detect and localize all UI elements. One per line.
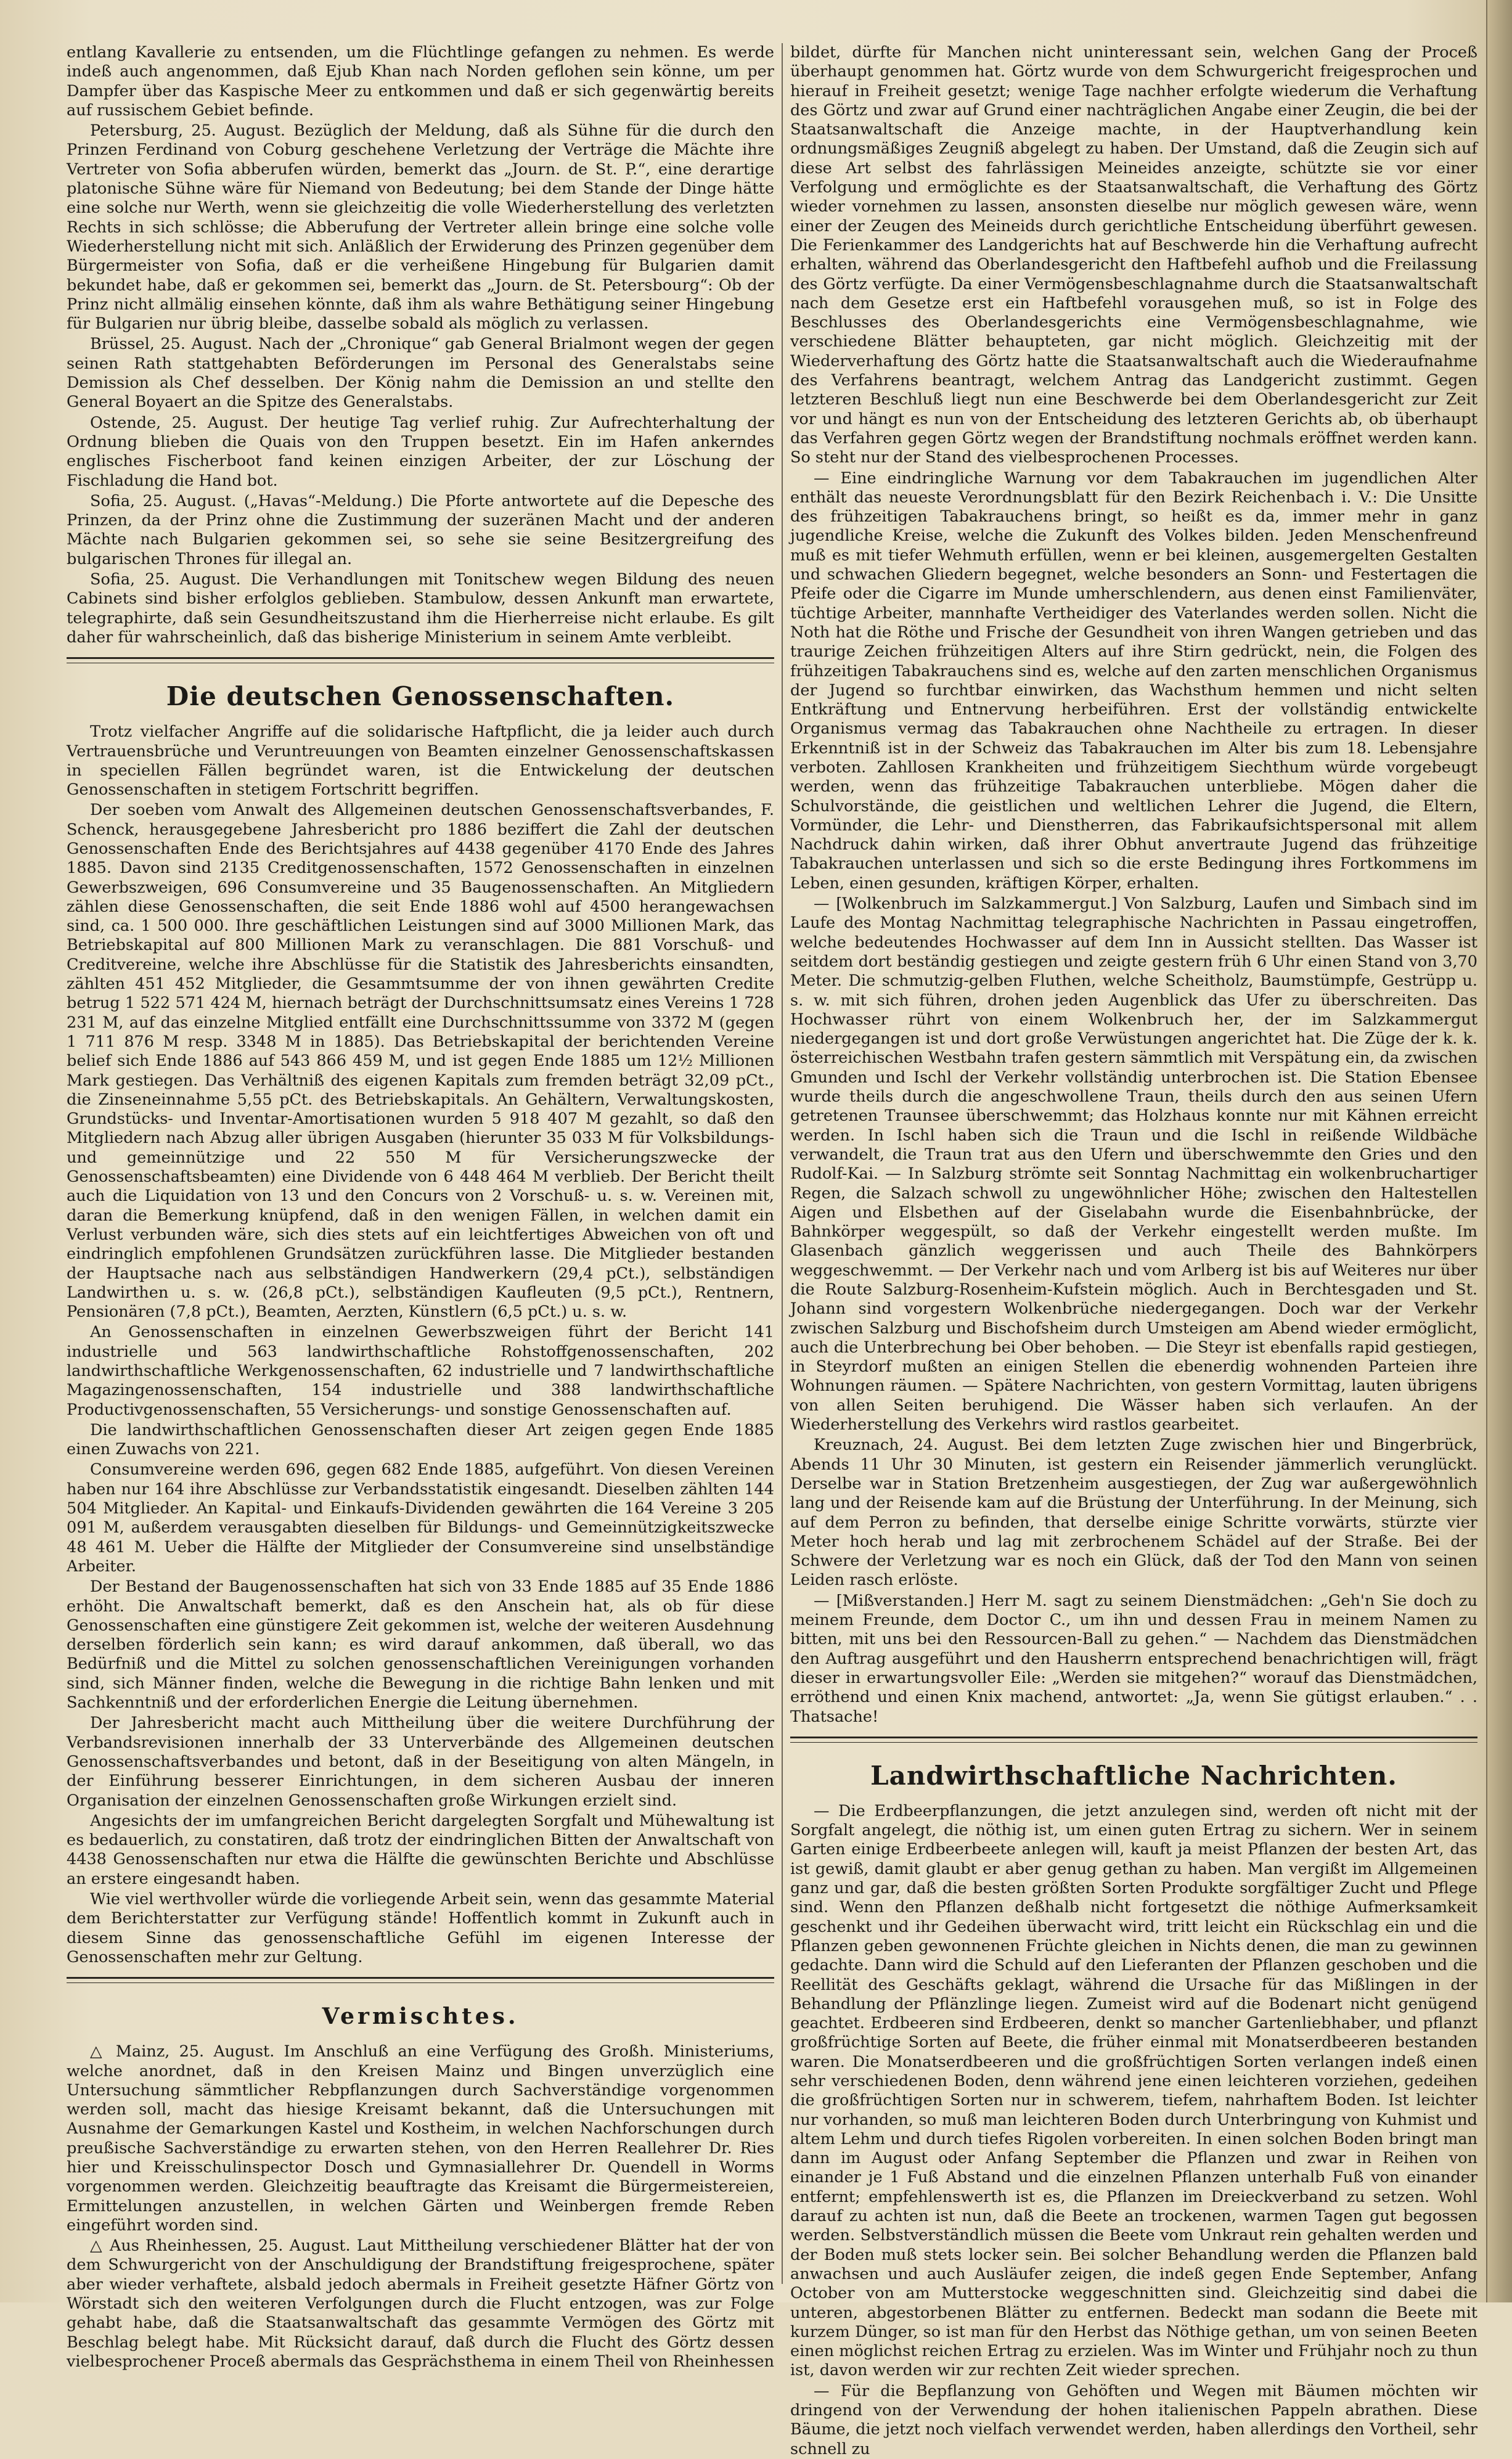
right-column — [790, 43, 1477, 2458]
article-paragraph: — Eine eindringliche Warnung vor dem Tabakrauchen im jugendlichen Alter enthält das neueste Verordnungsblatt für den Bezirk Reichenbach i. V.: Die Unsitte des frühzeitigen Tabakrauchens bringt, so heißt es da, immer mehr in ganz jugendliche Kreise, welche die Zukunft des Volkes bilden. Jeden Menschenfreund muß es mit tiefer Wehmuth erfüllen, wenn er bei kleinen, ausgemergelten Gestalten und schwachen Gliedern begegnet, welche besonders an Sonn- und Festertagen die Pfeife oder die Cigarre im Munde umherschlendern, aus denen einst Familienväter, tüchtige Arbeiter, mannhafte Vertheidiger des Vaterlandes werden sollen. Nicht die Noth hat die Röthe und Frische der Gesundheit von ihren Wangen getrieben und das traurige Zeichen frühzeitigen Alters auf ihre Stirn gedrückt, nein, die Folgen des frühzeitigen Tabakrauchens sind es, welche auf den zarten menschlichen Organismus der Jugend so furchtbar einwirken, das Wachsthum hemmen und nicht selten Entkräftung und Entnervung herbeiführen. Erst der vollständig entwickelte Organismus vermag das Tabakrauchen ohne Nachtheile zu ertragen. In dieser Erkenntniß ist in der Schweiz das Tabakrauchen im Alter bis zum 18. Lebensjahre verboten. Zahllosen Krankheiten und frühzeitigem Siechthum würde vorgebeugt werden, wenn das frühzeitige Tabakrauchen unterbliebe. Mögen daher die Schulvorstände, die geistlichen und weltlichen Lehrer die Jugend, die Eltern, Vormünder, die Lehr- und Dienstherren, das Fabrikaufsichtspersonal mit allem Nachdruck dahin wirken, daß ihrer Obhut anvertraute Jugend das frühzeitige Tabakrauchen unterlassen und sich so die erste Bedingung ihres Fortkommens im Leben, einen gesunden, kräftigen Körper, erhalten. — [790, 468, 1477, 893]
page-edge-strip — [1486, 0, 1512, 2302]
article-paragraph: Der Jahresbericht macht auch Mittheilung über die weitere Durchführung der Verbandsrevisionen innerhalb der 33 Unterverbände des Allgemeinen deutschen Genossenschaftsverbandes und betont, daß in der Beseitigung von alten Mängeln, in der Einführung besserer Einrichtungen, in dem sicheren Ausbau der inneren Organisation der einzelnen Genossenschaften große Wirkungen erzielt sind. — [67, 1714, 774, 1810]
section-heading-genossenschaften: Die deutschen Genossenschaften. — [166, 681, 675, 712]
article-paragraph: An Genossenschaften in einzelnen Gewerbszweigen führt der Bericht 141 industrielle und 563 landwirthschaftliche Rohstoffgenossenschaften, 202 landwirthschaftliche Werkgenossenschaften, 62 industrielle und 7 landwirthschaftliche Magazingenossenschaften, 154 industrielle und 388 landwirthschaftliche Productivgenossenschaften, 55 Versicherungs- und sonstige Genossenschaften auf. — [67, 1323, 774, 1419]
left-column — [67, 43, 774, 2371]
column-rule — [782, 43, 783, 2284]
news-item: Petersburg, 25. August. Bezüglich der Meldung, daß als Sühne für die durch den Prinzen Ferdinand von Coburg geschehene Verletzung der Verträge die Mächte ihre Vertreter von Sofia abberufen würden, bemerkt das „Journ. de St. P.“, eine derartige platonische Sühne wäre für Niemand von Bedeutung; bei dem Stande der Dinge hätte eine solche nur Werth, wenn sie gleichzeitig die volle Wiederherstellung des verletzten Rechts in sich schlösse; die Abberufung der Vertreter allein bringe eine solche volle Wiederherstellung nicht mit sich. Anläßlich der Erwiderung des Prinzen gegenüber dem Bürgermeister von Sofia, daß er die verheißene Hingebung für Bulgarien damit bekundet habe, daß er gekommen sei, bemerkt das „Journ. de St. Petersbourg“: Ob der Prinz nicht allmälig einsehen könnte, daß ihm als wahre Bethätigung seiner Hingebung für Bulgarien nur übrig bleibe, dasselbe sobald als möglich zu verlassen. — [67, 121, 774, 333]
article-paragraph: — Für die Bepflanzung von Gehöften und Wegen mit Bäumen möchten wir dringend von der Verwendung der hohen italienischen Pappeln abrathen. Diese Bäume, die jetzt noch vielfach verwendet werden, haben allerdings den Vortheil, sehr schnell zu — [790, 2381, 1477, 2458]
section-divider — [790, 1737, 1477, 1743]
article-paragraph: — [Mißverstanden.] Herr M. sagt zu seinem Dienstmädchen: „Geh'n Sie doch zu meinem Freunde, dem Doctor C., um ihn und dessen Frau in meinem Namen zu bitten, mit uns bei den Ressourcen-Ball zu gehen.“ — Nachdem das Dienstmädchen den Auftrag ausgeführt und den Hausherrn entsprechend benachrichtigen will, frägt dieser in erwartungsvoller Eile: „Werden sie mitgehen?“ worauf das Dienstmädchen, erröthend und einen Knix machend, antwortet: „Ja, wenn Sie gütigst erlauben.“ . . Thatsache! — [790, 1591, 1477, 1726]
news-item: entlang Kavallerie zu entsenden, um die Flüchtlinge gefangen zu nehmen. Es werde indeß auch angenommen, daß Ejub Khan nach Norden geflohen sein könne, um per Dampfer über das Kaspische Meer zu entkommen und daß er sich gegenwärtig bereits auf russischem Gebiet befinde. — [67, 43, 774, 120]
article-paragraph: Angesichts der im umfangreichen Bericht dargelegten Sorgfalt und Mühewaltung ist es bedauerlich, zu constatiren, daß trotz der eindringlichen Bitten der Anwaltschaft von 4438 Genossenschaften nur etwa die Hälfte die gewünschten Berichte und Abschlüsse an erstere eingesandt haben. — [67, 1811, 774, 1888]
section-heading-landwirthschaft: Landwirthschaftliche Nachrichten. — [870, 1760, 1397, 1791]
news-item: Sofia, 25. August. („Havas“-Meldung.) Die Pforte antwortete auf die Depesche des Prinzen, da der Prinz ohne die Zustimmung der suzeränen Macht und der anderen Mächte nach Bulgarien gekommen sei, so sehe sie seine Besitzergreifung des bulgarischen Thrones für illegal an. — [67, 491, 774, 568]
article-paragraph: △ Aus Rheinhessen, 25. August. Laut Mittheilung verschiedener Blätter hat der von dem Schwurgericht von der Anschuldigung der Brandstiftung freigesprochene, später aber wieder verhaftete, alsbald jedoch abermals in Freiheit gesetzte Häfner Görtz von Wörstadt sich den weiteren Verfolgungen durch die Flucht entzogen, was zur Folge gehabt habe, daß die Staatsanwaltschaft das gesammte Vermögen des Görtz mit Beschlag belegt habe. Mit Rücksicht darauf, daß durch die Flucht des Görtz dessen vielbesprochener Proceß abermals das Gesprächsthema in einem Theil von Rheinhessen — [67, 2236, 774, 2371]
news-item: Brüssel, 25. August. Nach der „Chronique“ gab General Brialmont wegen der gegen seinen Rath stattgehabten Beförderungen im Personal des Generalstabs seine Demission als Chef desselben. Der König nahm die Demission an und stellte den General Boyaert an die Spitze des Generalstabs. — [67, 335, 774, 412]
section-divider — [67, 657, 774, 663]
article-paragraph: △ Mainz, 25. August. Im Anschluß an eine Verfügung des Großh. Ministeriums, welche anordnet, daß in den Kreisen Mainz und Bingen unverzüglich eine Untersuchung sämmtlicher Rebpflanzungen durch Sachverständige vorgenommen werden soll, macht das hiesige Kreisamt bekannt, daß die Untersuchungen mit Ausnahme der Gemarkungen Kastel und Kostheim, in welchen Nachforschungen durch preußische Sachverständige zu erwarten stehen, von den Herren Reallehrer Dr. Ries hier und Kreisschulinspector Dosch und Gymnasiallehrer Dr. Quendell in Worms vorgenommen werden. Gleichzeitig beauftragte das Kreisamt die Bürgermeistereien, Ermittelungen anzustellen, in welchen Gärten und Weinbergen fremde Reben eingeführt worden sind. — [67, 2042, 774, 2235]
article-paragraph: Trotz vielfacher Angriffe auf die solidarische Haftpflicht, die ja leider auch durch Vertrauensbrüche und Veruntreuungen von Beamten einzelner Genossenschaftskassen in speciellen Fällen begründet waren, ist die Entwickelung der deutschen Genossenschaften in stetigem Fortschritt begriffen. — [67, 722, 774, 800]
article-paragraph: Der Bestand der Baugenossenschaften hat sich von 33 Ende 1885 auf 35 Ende 1886 erhöht. Die Anwaltschaft bemerkt, daß es den Anschein hat, als ob für diese Genossenschaften eine günstigere Zeit gekommen ist, welche der weiteren Ausdehnung derselben förderlich sein kann; es wird darauf ankommen, daß überall, wo das Bedürfniß und die Mittel zu solchen genossenschaftlichen Vereinigungen vorhanden sind, sich Männer finden, welche die Bewegung in die richtige Bahn lenken und mit Sachkenntniß und der erforderlichen Energie die Leitung übernehmen. — [67, 1577, 774, 1712]
section-heading-vermischtes: Vermischtes. — [322, 2003, 519, 2030]
article-paragraph: Wie viel werthvoller würde die vorliegende Arbeit sein, wenn das gesammte Material dem Berichterstatter zur Verfügung stände! Hoffentlich kommt in Zukunft auch in diesem Sinne das genossenschaftliche Gefühl im eigenen Interesse der Genossenschaften mehr zur Geltung. — [67, 1890, 774, 1966]
article-paragraph: — Die Erdbeerpflanzungen, die jetzt anzulegen sind, werden oft nicht mit der Sorgfalt angelegt, die nöthig ist, um einen guten Ertrag zu sichern. Wer in seinem Garten einige Erdbeerbeete anlegen will, kauft ja meist Pflanzen der besten Art, das ist gewiß, damit glaubt er aber genug gethan zu haben. Man vergißt im Allgemeinen ganz und gar, daß die besten größten Sorten Produkte sorgfältiger Zucht und Pflege sind. Wenn den Pflanzen deßhalb nicht fortgesetzt die nöthige Aufmerksamkeit geschenkt und ihr Gedeihen überwacht wird, tritt leicht ein Rückschlag ein und die Pflanzen geben gewonnenen Früchte gleichen in Nichts denen, die man zu gewinnen gedachte. Dann wird die Schuld auf den Lieferanten der Pflanzen geschoben und die Reellität des Geschäfts geklagt, während die Ursache für das Mißlingen in der Behandlung der Pflänzlinge liegen. Zumeist wird auf die Bodenart nicht genügend geachtet. Erdbeeren sind Erdbeeren, denkt so mancher Gartenliebhaber, und pflanzt großfrüchtige Sorten auf Beete, die früher einmal mit Monatserdbeeren bestanden waren. Die Monatserdbeeren und die großfrüchtigen Sorten verlangen indeß einen sehr verschiedenen Boden, denn während jene einen leichteren vorziehen, gedeihen die großfrüchtigen Sorten nur in schwerem, tiefem, nahrhaftem Boden. Ist leichter nur vorhanden, so muß man leichteren Boden durch Unterbringung von Kuhmist und altem Lehm und durch tiefes Rigolen vorbereiten. In einen solchen Boden bringt man dann im August oder Anfang September die Pflanzen und zwar in Reihen von einander je 1 Fuß Abstand und die einzelnen Pflanzen unterhalb Fuß von einander entfernt; empfehlenswerth ist es, die Pflanzen im Dreieckverband zu setzen. Wohl darauf zu achten ist nun, daß die Beete an trockenen, warmen Tagen gut begossen werden. Selbstverständlich müssen die Beete vom Unkraut rein gehalten werden und der Boden muß stets locker sein. Bei solcher Behandlung werden die Pflanzen bald anwachsen und auch Ausläufer zeigen, die indeß gegen Ende September, Anfang October von am Mutterstocke weggeschnitten sind. Gleichzeitig sind dabei die unteren, abgestorbenen Blätter zu entfernen. Bedeckt man sodann die Beete mit kurzem Dünger, so ist man für den Herbst das Nöthige gethan, um von seinen Beeten einen möglichst reichen Ertrag zu erzielen. Was im Winter und Frühjahr noch zu thun ist, davon werden wir zur rechten Zeit wieder sprechen. — [790, 1801, 1477, 2380]
article-paragraph: — [Wolkenbruch im Salzkammergut.] Von Salzburg, Laufen und Simbach sind im Laufe des Montag Nachmittag telegraphische Nachrichten in Passau eingetroffen, welche bedeutendes Hochwasser auf dem Inn in Aussicht stellten. Das Wasser ist seitdem dort beständig gestiegen und zeigte gestern früh 6 Uhr einen Stand von 3,70 Meter. Die schmutzig-gelben Fluthen, welche Scheitholz, Baumstümpfe, Gestrüpp u. s. w. mit sich führen, drohen jeden Augenblick das Ufer zu überschreiten. Das Hochwasser rührt von einem Wolkenbruch her, der im Salzkammergut niedergegangen ist und dort große Verwüstungen angerichtet hat. Die Züge der k. k. österreichischen Westbahn trafen gestern sämmtlich mit Verspätung ein, da zwischen Gmunden und Ischl der Verkehr vollständig unterbrochen ist. Die Station Ebensee wurde theils durch die angeschwollene Traun, theils durch den aus seinen Ufern getretenen Traunsee überschwemmt; das Holzhaus konnte nur mit Kähnen erreicht werden. In Ischl haben sich die Traun und die Ischl in reißende Wildbäche verwandelt, die Traun trat aus den Ufern und überschwemmte den Gries und den Rudolf-Kai. — In Salzburg strömte seit Sonntag Nachmittag ein wolkenbruchartiger Regen, die Salzach schwoll zu ungewöhnlicher Höhe; zwischen den Haltestellen Aigen und Elsbethen auf der Giselabahn wurde die Eisenbahnbrücke, der Bahnkörper weggespült, so daß der Verkehr eingestellt werden mußte. Im Glasenbach gänzlich weggerissen und auch Theile des Bahnkörpers weggeschwemmt. — Der Verkehr nach und vom Arlberg ist bis auf Weiteres nur über die Route Salzburg-Rosenheim-Kufstein möglich. Auch in Berchtesgaden und St. Johann sind vorgestern Wolkenbrüche niedergegangen. Doch war der Verkehr zwischen Salzburg und Bischofsheim durch Umsteigen am Abend wieder ermöglicht, auch die Unterbrechung bei Ober behoben. — Die Steyr ist ebenfalls rapid gestiegen, in Steyrdorf mußten an einigen Stellen die ebenerdig wohnenden Parteien ihre Wohnungen räumen. — Spätere Nachrichten, von gestern Vormittag, lauten übrigens von allen Seiten beruhigend. Die Wässer haben sich verlaufen. An der Wiederherstellung des Verkehrs wird rastlos gearbeitet. — [790, 894, 1477, 1434]
news-item: Sofia, 25. August. Die Verhandlungen mit Tonitschew wegen Bildung des neuen Cabinets sind bisher erfolglos geblieben. Stambulow, dessen Ankunft man erwartete, telegraphirte, daß sein Gesundheitszustand ihm die Hierherreise nicht erlaube. Es gilt daher für wahrscheinlich, daß das bisherige Ministerium in seinem Amte verbleibt. — [67, 570, 774, 647]
news-item: Ostende, 25. August. Der heutige Tag verlief ruhig. Zur Aufrechterhaltung der Ordnung blieben die Quais von den Truppen besetzt. Ein im Hafen ankerndes englisches Fischerboot fand keinen einzigen Arbeiter, der zur Löschung der Fischladung die Hand bot. — [67, 413, 774, 490]
article-paragraph: Kreuznach, 24. August. Bei dem letzten Zuge zwischen hier und Bingerbrück, Abends 11 Uhr 30 Minuten, ist gestern ein Reisender jämmerlich verunglückt. Derselbe war in Station Bretzenheim ausgestiegen, der Zug war außergewöhnlich lang und der Reisende kam auf die Brüstung der Unterführung. In der Meinung, sich auf dem Perron zu befinden, that derselbe einige Schritte vorwärts, stürzte vier Meter hoch herab und lag mit zerbrochenem Schädel auf der Straße. Bei der Schwere der Verletzung war es noch ein Glück, daß der Tod den Mann von seinen Leiden rasch erlöste. — [790, 1436, 1477, 1590]
article-paragraph: Die landwirthschaftlichen Genossenschaften dieser Art zeigen gegen Ende 1885 einen Zuwachs von 221. — [67, 1420, 774, 1459]
article-paragraph: Der soeben vom Anwalt des Allgemeinen deutschen Genossenschaftsverbandes, F. Schenck, herausgegebene Jahresbericht pro 1886 beziffert die Zahl der deutschen Genossenschaften Ende des Berichtsjahres auf 4438 gegenüber 4170 Ende des Jahres 1885. Davon sind 2135 Creditgenossenschaften, 1572 Genossenschaften in einzelnen Gewerbszweigen, 696 Consumvereine und 35 Baugenossenschaften. An Mitgliedern zählen diese Genossenschaften, die seit Ende 1886 wohl auf 4500 herangewachsen sind, ca. 1 500 000. Ihre geschäftlichen Leistungen sind auf 3000 Millionen Mark, das Betriebskapital auf 800 Millionen Mark zu veranschlagen. Die 881 Vorschuß- und Creditvereine, welche ihre Abschlüsse für die Statistik des Jahresberichts einsandten, zählten 451 452 Mitglieder, die Gesammtsumme der von ihnen gewährten Credite betrug 1 522 571 424 M, hiernach beträgt der Durchschnittsumsatz eines Vereins 1 728 231 M, auf das einzelne Mitglied entfällt eine Durchschnittssumme von 3372 M (gegen 1 711 876 M resp. 3348 M in 1885). Das Betriebskapital der berichtenden Vereine belief sich Ende 1886 auf 543 866 459 M, und ist gegen Ende 1885 um 12½ Millionen Mark gestiegen. Das Verhältniß des eigenen Kapitals zum fremden beträgt 32,09 pCt., die Zinseneinnahme 5,55 pCt. des Betriebskapitals. An Gehältern, Verwaltungskosten, Grundstücks- und Inventar-Amortisationen wurden 5 918 407 M gezahlt, so daß den Mitgliedern nach Abzug aller übrigen Ausgaben (hierunter 35 033 M für Volksbildungs- und gemeinnützige und 22 550 M für Versicherungszwecke der Genossenschaftsbeamten) eine Dividende von 6 448 464 M verblieb. Der Bericht theilt auch die Liquidation von 13 und den Concurs von 2 Vorschuß- u. s. w. Vereinen mit, daran die Bemerkung knüpfend, daß in den wenigen Fällen, in welchen damit ein Verlust verbunden wäre, sich dies stets auf ein leichtfertiges Abweichen von oft und eindringlich empfohlenen Grundsätzen zurückführen lasse. Die Mitglieder bestanden der Hauptsache nach aus selbständigen Handwerkern (29,4 pCt.), selbständigen Landwirthen u. s. w. (26,8 pCt.), selbständigen Kaufleuten (9,5 pCt.), Rentnern, Pensionären (7,8 pCt.), Beamten, Aerzten, Künstlern (6,5 pCt.) u. s. w. — [67, 801, 774, 1322]
article-paragraph: bildet, dürfte für Manchen nicht uninteressant sein, welchen Gang der Proceß überhaupt genommen hat. Görtz wurde von dem Schwurgericht freigesprochen und hierauf in Freiheit gesetzt; wenige Tage nachher erfolgte wiederum die Verhaftung des Görtz und zwar auf Grund einer nachträglichen Angabe einer Zeugin, die bei der Staatsanwaltschaft die Anzeige machte, in der Hauptverhandlung kein ordnungsmäßiges Zeugniß abgelegt zu haben. Der Umstand, daß die Zeugin sich auf diese Art selbst des fahrlässigen Meineides anzeigte, schützte sie vor einer Verfolgung und ermöglichte es der Staatsanwaltschaft, die Verhaftung des Görtz wieder vornehmen zu lassen, ansonsten dieselbe nur möglich gewesen wäre, wenn einer der Zeugen des Meineids durch gerichtliche Entscheidung überführt gewesen. Die Ferienkammer des Landgerichts hat auf Beschwerde hin die Verhaftung aufrecht erhalten, während das Oberlandesgericht den Haftbefehl aufhob und die Freilassung des Görtz verfügte. Da einer Vermögensbeschlagnahme durch die Staatsanwaltschaft nach dem Gesetze erst ein Haftbefehl vorausgehen muß, so ist in Folge des Beschlusses des Oberlandesgerichts eine Vermögensbeschlagnahme, wie verschiedene Blätter behaupteten, gar nicht möglich. Gleichzeitig mit der Wiederverhaftung des Görtz hatte die Staatsanwaltschaft auch die Wiederaufnahme des Verfahrens beantragt, welchem Antrag das Landgericht zustimmt. Gegen letzteren Beschluß liegt nun eine Beschwerde bei dem Oberlandesgericht zur Zeit vor und hängt es nun von der Entscheidung des letzteren Gerichts ab, ob überhaupt das Verfahren gegen Görtz wegen der Brandstiftung nochmals eröffnet werden kann. So steht nur der Stand des vielbesprochenen Processes. — [790, 43, 1477, 467]
article-paragraph: Consumvereine werden 696, gegen 682 Ende 1885, aufgeführt. Von diesen Vereinen haben nur 164 ihre Abschlüsse zur Verbandsstatistik eingesandt. Dieselben zählten 144 504 Mitglieder. An Kapital- und Einkaufs-Dividenden gewährten die 164 Vereine 3 205 091 M, außerdem verausgabten dieselben für Bildungs- und Gemeinnützigkeitszwecke 48 461 M. Ueber die Hälfte der Mitglieder der Consumvereine sind unselbständige Arbeiter. — [67, 1460, 774, 1576]
section-divider — [67, 1977, 774, 1983]
